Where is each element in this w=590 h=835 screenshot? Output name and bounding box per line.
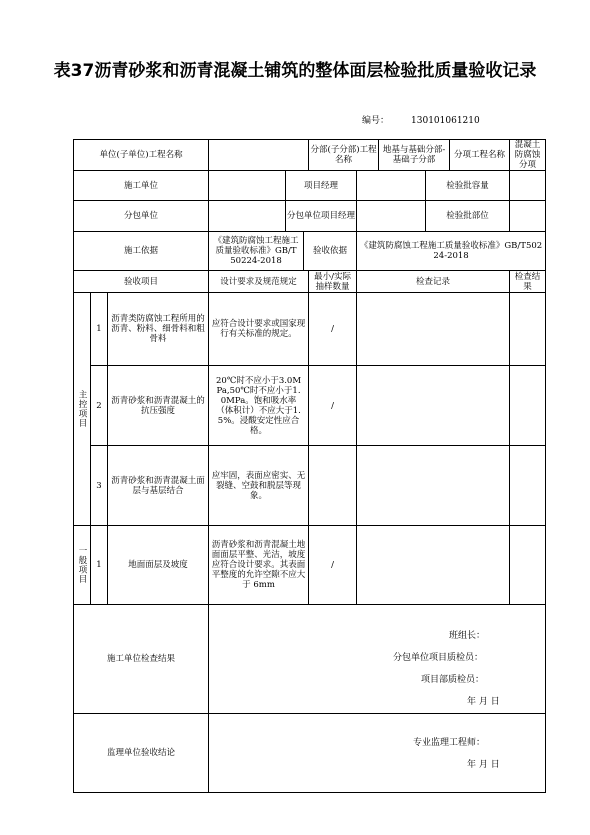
acceptance-basis-value: 《建筑防腐蚀工程施工质量验收标准》GB/T50224-2018 — [357, 232, 546, 271]
construction-unit-value[interactable] — [209, 171, 357, 201]
row-sample: / — [309, 293, 357, 366]
check-date: 年 月 日 — [467, 697, 500, 707]
row-number: 2 — [91, 366, 108, 446]
row-record[interactable] — [357, 446, 510, 526]
row-requirement: 沥青砂浆和沥青混凝土地面面层平整、光洁，坡度应符合设计要求。其表面平整度的允许空隙不应大于 6mm — [209, 526, 309, 605]
sub-unit-label: 分包单位 — [74, 201, 209, 232]
col-record: 检查记录 — [357, 271, 510, 293]
row-record[interactable] — [357, 366, 510, 446]
sub-inspector-label: 分包单位项目质检员： — [393, 653, 484, 663]
row-requirement: 应牢固，表面应密实、无裂缝、空鼓和脱层等现象。 — [209, 446, 309, 526]
sub-pm-label: 分包单位项目经理 — [287, 211, 356, 221]
batch-size-label: 检验批容量 — [446, 180, 489, 191]
row-item-name: 沥青砂浆和沥青混凝土的抗压强度 — [108, 366, 209, 446]
subdivision-label: 分部(子分部)工程名称 — [309, 140, 379, 170]
subitem-value: 混凝土防腐蚀分项 — [510, 140, 546, 171]
row-record[interactable] — [357, 293, 510, 366]
col-item: 验收项目 — [74, 271, 209, 293]
document-code — [362, 113, 480, 126]
col-requirement: 设计要求及规范规定 — [209, 271, 309, 293]
table-row — [74, 526, 546, 605]
table-row — [74, 293, 546, 366]
project-manager-label: 项目经理 — [304, 180, 339, 191]
batch-part-label: 检验批部位 — [446, 211, 489, 221]
general-item-label: 一般项目 — [74, 526, 91, 605]
main-control-label: 主控项目 — [74, 293, 91, 526]
construction-unit-label: 施工单位 — [74, 171, 209, 201]
inspection-table — [73, 139, 546, 793]
row-result[interactable] — [510, 526, 546, 605]
row-result[interactable] — [510, 446, 546, 526]
table-row — [74, 366, 546, 446]
row-requirement: 20℃时不应小于3.0MPa,50℃时不应小于1.0MPa。饱和吸水率（体积计）不应大于1.5%。浸酸安定性应合格。 — [209, 366, 309, 446]
sub-unit-value[interactable] — [209, 201, 357, 232]
unit-name-value[interactable] — [209, 140, 309, 171]
supervision-label: 监理单位验收结论 — [74, 714, 209, 793]
code-value: 130101061210 — [411, 116, 480, 126]
inspector-label: 项目部质检员： — [421, 675, 485, 685]
team-leader-label: 班组长： — [449, 631, 486, 641]
col-result: 检查结果 — [510, 271, 546, 293]
col-sample: 最小/实际抽样数量 — [309, 271, 357, 293]
row-item-name: 沥青砂浆和沥青混凝土面层与基层结合 — [108, 446, 209, 526]
row-number: 1 — [91, 293, 108, 366]
construction-basis-value: 《建筑防腐蚀工程施工质量验收标准》GB/T50224-2018 — [209, 232, 304, 270]
row-number: 3 — [91, 446, 108, 526]
batch-size-value[interactable] — [510, 171, 546, 201]
supervising-engineer-label: 专业监理工程师： — [413, 738, 486, 748]
row-record[interactable] — [357, 526, 510, 605]
row-requirement: 应符合设计要求或国家现行有关标准的规定。 — [209, 293, 309, 366]
page-title: 表37沥青砂浆和沥青混凝土铺筑的整体面层检验批质量验收记录 — [53, 61, 537, 81]
row-item-name: 地面面层及坡度 — [108, 526, 209, 605]
table-row — [74, 446, 546, 526]
unit-name-label: 单位(子单位)工程名称 — [74, 140, 209, 171]
subdivision-value: 地基与基础分部-基础子分部 — [379, 140, 450, 170]
construction-basis-label: 施工依据 — [74, 232, 209, 271]
code-label: 编号： — [362, 116, 390, 126]
row-sample: / — [309, 366, 357, 446]
row-number: 1 — [91, 526, 108, 605]
acceptance-basis-label: 验收依据 — [313, 246, 348, 256]
check-result-label: 施工单位检查结果 — [74, 605, 209, 714]
row-sample — [309, 446, 357, 526]
row-result[interactable] — [510, 293, 546, 366]
row-result[interactable] — [510, 366, 546, 446]
batch-part-value[interactable] — [510, 201, 546, 232]
row-sample: / — [309, 526, 357, 605]
supervision-date: 年 月 日 — [467, 760, 500, 770]
row-item-name: 沥青类防腐蚀工程所用的沥青、粉料、细骨料和粗骨料 — [108, 293, 209, 366]
subitem-label: 分项工程名称 — [454, 150, 506, 160]
